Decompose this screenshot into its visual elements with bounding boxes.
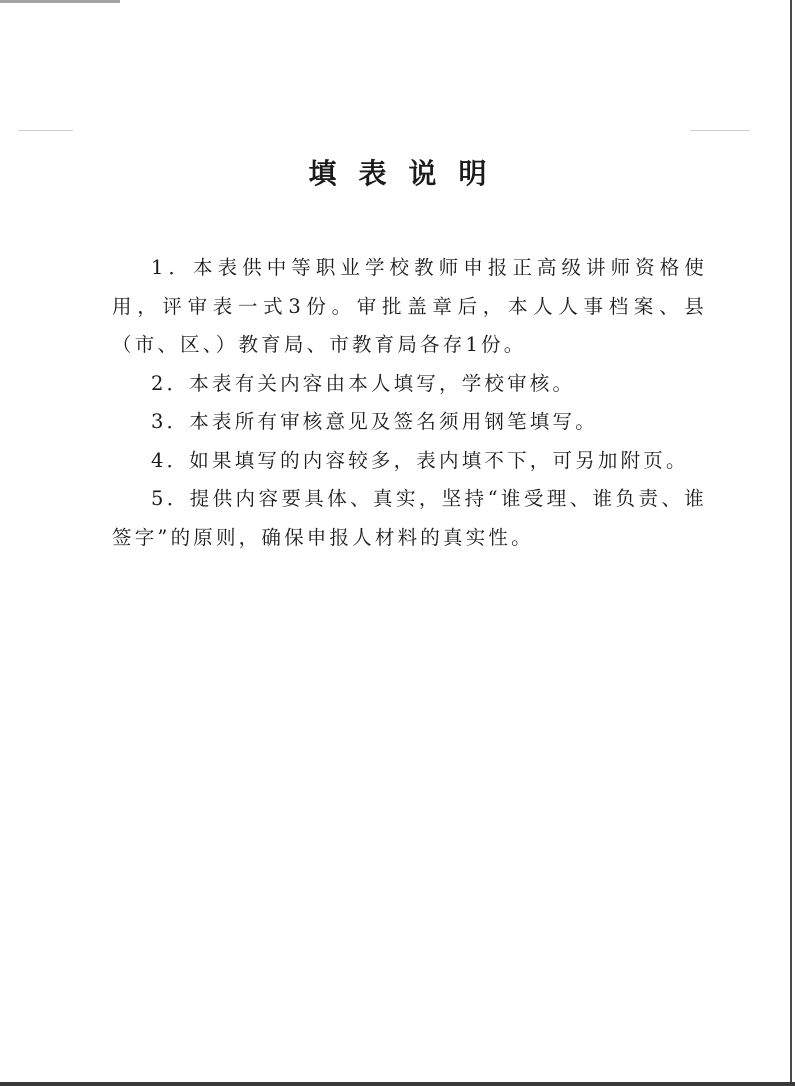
scan-edge-right [790, 0, 792, 1086]
instruction-item-5: 5．提供内容要具体、真实，坚持“谁受理、谁负责、谁签字”的原则，确保申报人材料的真实性。 [112, 487, 707, 549]
scan-mark [18, 130, 73, 131]
scan-edge-bottom [0, 1082, 795, 1086]
page-title: 填表说明 [308, 157, 509, 190]
instruction-item-4: 4．如果填写的内容较多，表内填不下，可另加附页。 [151, 448, 689, 472]
instructions-body [112, 249, 707, 557]
instruction-item-1: 1．本表供中等职业学校教师申报正高级讲师资格使用，评审表一式3份。审批盖章后，本人人事档案、县（市、区、）教育局、市教育局各存1份。 [112, 256, 707, 356]
instruction-item-3: 3．本表所有审核意见及签名须用钢笔填写。 [151, 410, 598, 433]
scan-edge-top [0, 0, 120, 3]
scan-mark [690, 130, 750, 131]
instruction-item-2: 2．本表有关内容由本人填写，学校审核。 [151, 371, 576, 395]
